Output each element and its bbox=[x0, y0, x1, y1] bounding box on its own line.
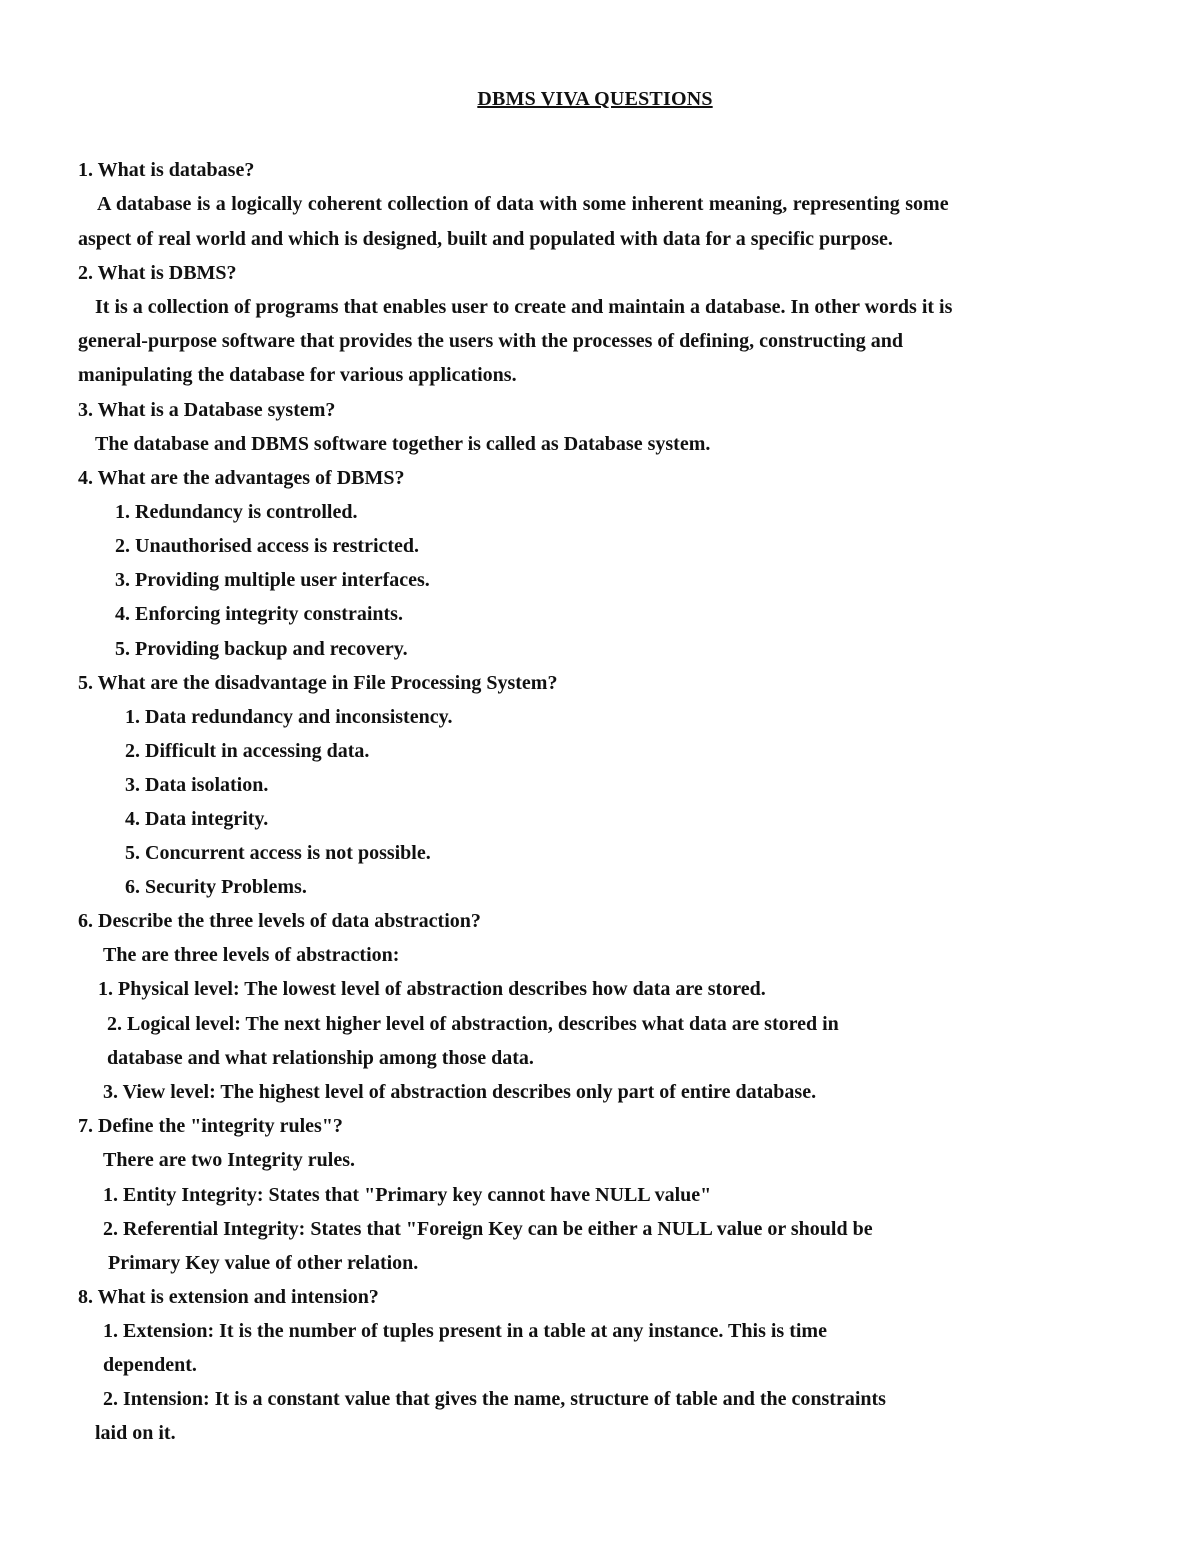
list-item: 3. Providing multiple user interfaces. bbox=[115, 569, 430, 591]
question-7: 7. Define the "integrity rules"? bbox=[78, 1115, 343, 1137]
list-item: 5. Concurrent access is not possible. bbox=[125, 842, 431, 864]
question-8: 8. What is extension and intension? bbox=[78, 1286, 379, 1308]
answer-8-item-2-line-1: 2. Intension: It is a constant value that gives the name, structure of table and the constraints bbox=[103, 1388, 886, 1410]
answer-8-item-1-line-2: dependent. bbox=[103, 1354, 197, 1376]
question-2: 2. What is DBMS? bbox=[78, 262, 237, 284]
list-item: 3. Data isolation. bbox=[125, 774, 269, 796]
answer-6-item-2-line-2: database and what relationship among those data. bbox=[107, 1047, 534, 1069]
question-5: 5. What are the disadvantage in File Processing System? bbox=[78, 672, 558, 694]
list-item: 4. Enforcing integrity constraints. bbox=[115, 603, 403, 625]
answer-6-item-2-line-1: 2. Logical level: The next higher level of abstraction, describes what data are stored in bbox=[107, 1013, 839, 1035]
answer-6-intro: The are three levels of abstraction: bbox=[103, 944, 400, 966]
page-title: DBMS VIVA QUESTIONS bbox=[477, 88, 713, 110]
answer-6-item-1: 1. Physical level: The lowest level of abstraction describes how data are stored. bbox=[98, 978, 766, 1000]
answer-7-item-2-line-2: Primary Key value of other relation. bbox=[108, 1252, 419, 1274]
list-item: 1. Redundancy is controlled. bbox=[115, 501, 358, 523]
answer-1-line-1: A database is a logically coherent collection of data with some inherent meaning, representing some bbox=[97, 193, 949, 215]
question-3: 3. What is a Database system? bbox=[78, 399, 336, 421]
answer-3: The database and DBMS software together is called as Database system. bbox=[95, 433, 711, 455]
list-item: 2. Unauthorised access is restricted. bbox=[115, 535, 420, 557]
answer-7-intro: There are two Integrity rules. bbox=[103, 1149, 355, 1171]
answer-7-item-2-line-1: 2. Referential Integrity: States that "Foreign Key can be either a NULL value or should be bbox=[103, 1218, 873, 1240]
answer-2-line-1: It is a collection of programs that enables user to create and maintain a database. In other words it is bbox=[95, 296, 953, 318]
list-item: 2. Difficult in accessing data. bbox=[125, 740, 370, 762]
answer-8-item-1-line-1: 1. Extension: It is the number of tuples present in a table at any instance. This is time bbox=[103, 1320, 827, 1342]
question-1: 1. What is database? bbox=[78, 159, 255, 181]
answer-6-item-3: 3. View level: The highest level of abstraction describes only part of entire database. bbox=[103, 1081, 817, 1103]
answer-1-line-2: aspect of real world and which is designed, built and populated with data for a specific purpose. bbox=[78, 228, 893, 250]
answer-2-line-2: general-purpose software that provides the users with the processes of defining, constructing and bbox=[78, 330, 903, 352]
list-item: 5. Providing backup and recovery. bbox=[115, 638, 408, 660]
list-item: 4. Data integrity. bbox=[125, 808, 269, 830]
answer-2-line-3: manipulating the database for various applications. bbox=[78, 364, 517, 386]
question-6: 6. Describe the three levels of data abstraction? bbox=[78, 910, 481, 932]
list-item: 6. Security Problems. bbox=[125, 876, 307, 898]
answer-7-item-1: 1. Entity Integrity: States that "Primary key cannot have NULL value" bbox=[103, 1184, 712, 1206]
answer-8-item-2-line-2: laid on it. bbox=[95, 1422, 176, 1444]
question-4: 4. What are the advantages of DBMS? bbox=[78, 467, 405, 489]
list-item: 1. Data redundancy and inconsistency. bbox=[125, 706, 453, 728]
